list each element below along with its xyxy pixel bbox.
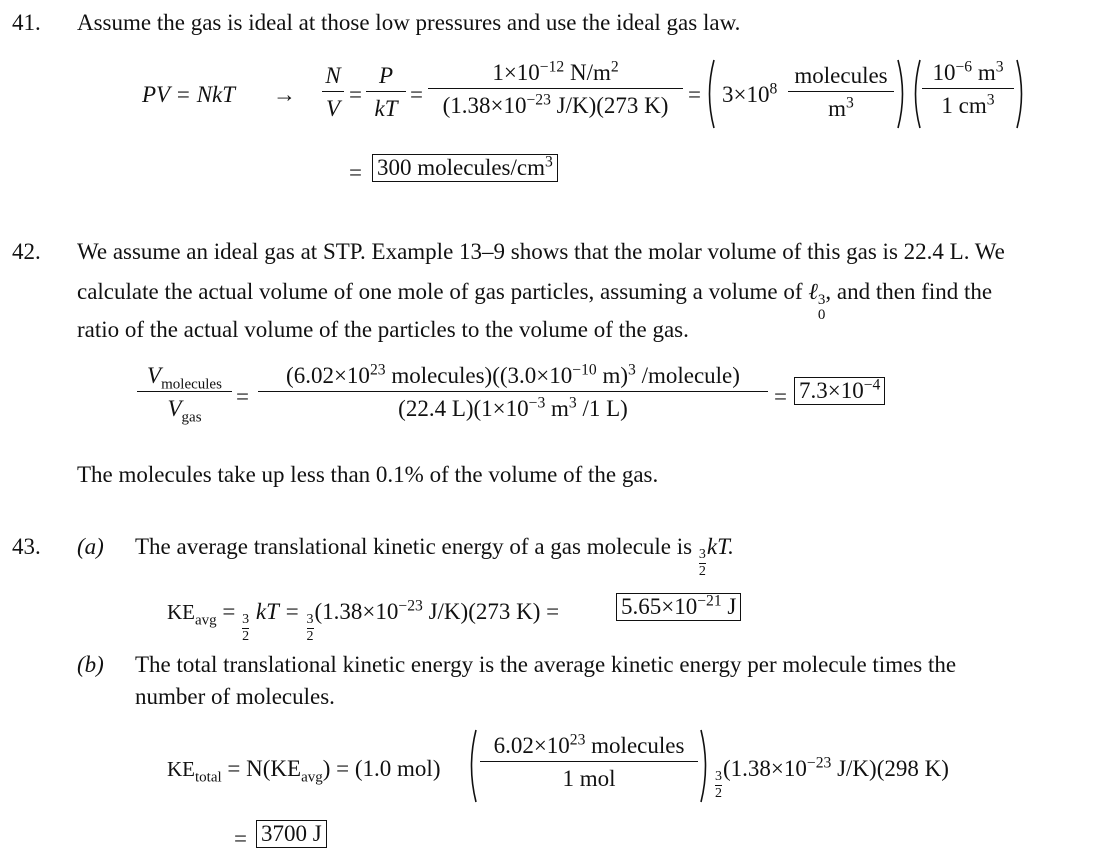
- part-a-text: The average translational kinetic energy of a gas molecule is $\frac{3}{2}$ kT.: [135, 534, 734, 579]
- equals-sign: =: [234, 826, 247, 851]
- problem-42-conclusion: The molecules take up less than 0.1% of the volume of the gas.: [77, 462, 659, 487]
- ke-total-lhs: $KE_{total} = N(KE_{avg}) = (1.0$ mol): [167, 756, 441, 786]
- left-paren-large: [466, 728, 478, 804]
- ke-avg-equation: $KE_{avg}$ = $\frac{3}{2}$ kT = $\frac{3}{2}$ ($1.38\times 10^{-23}$ J/K)(273 K) =: [167, 597, 560, 644]
- part-b-line-1: The total translational kinetic energy is the average kinetic energy per molecule times the: [135, 652, 957, 677]
- fraction-volume-values: ($6.02\times 10^{23}$ $molecules)((3.0\times 10^{-10}$ m)$^3$ /molecule) (22.4 $L)(1\times 10^{-3}$ $m^3$ /1 L): [258, 363, 768, 422]
- result-box-43a: $5.65\times 10^{-21}$ J: [616, 593, 741, 621]
- part-b-line-2: number of molecules.: [135, 684, 335, 709]
- problem-42-number: 42.: [12, 239, 41, 264]
- result-box-42: $7.3\times 10^{-4}$: [794, 377, 885, 405]
- fraction-m3-per-cm3: $10^{-6}$ $m^3$ 1 $cm^3$: [922, 60, 1014, 119]
- equals-sign: =: [688, 82, 701, 107]
- fraction-p-over-kt: P kT: [366, 63, 406, 122]
- ideal-gas-law: PV = NkT: [142, 82, 236, 107]
- part-a-label: (a): [77, 534, 104, 559]
- part-b-label: (b): [77, 652, 104, 677]
- equals-sign: =: [774, 384, 787, 409]
- fraction-n-over-v: N V: [322, 63, 344, 122]
- result-box-43b: 3700 J: [256, 820, 327, 848]
- problem-42-line-2: calculate the actual volume of one mole of gas particles, assuming a volume of ℓ 3 0 , and then find the: [77, 279, 993, 323]
- problem-42-line-1: We assume an ideal gas at STP. Example 13–9 shows that the molar volume of this gas is 22.4 L. We: [77, 239, 1005, 264]
- fraction-pressure-over-kt-values: $1\times 10^{-12}$ $N/m^2$ ($1.38\times 10^{-23}$ J/K)(273 K): [428, 60, 683, 119]
- left-paren-large: [910, 58, 922, 130]
- arrow: →: [273, 82, 296, 107]
- equals-sign: =: [349, 160, 362, 185]
- right-paren-large: [896, 58, 908, 130]
- problem-41-number: 41.: [12, 10, 41, 35]
- problem-41-text: Assume the gas is ideal at those low pressures and use the ideal gas law.: [77, 10, 741, 35]
- right-paren-large: [699, 728, 711, 804]
- fraction-molecules-per-m3: molecules $m^3$: [788, 63, 894, 122]
- fraction-v-ratio: $V_{molecules}$ $V_{gas}$: [137, 363, 232, 422]
- equals-sign: =: [236, 384, 249, 409]
- equals-sign: =: [349, 82, 362, 107]
- left-paren-large: [704, 58, 716, 130]
- problem-43-number: 43.: [12, 534, 41, 559]
- result-box-41: 300 molecules/$cm^3$: [372, 154, 558, 182]
- fraction-avogadro: $6.02\times 10^{23}$ molecules 1 mol: [480, 733, 698, 792]
- equals-sign: =: [410, 82, 423, 107]
- ke-total-rhs: $\frac{3}{2}$ ($1.38\times 10^{-23}$ J/K)(298 K): [715, 754, 949, 801]
- density-coefficient: $3\times 10^8$: [722, 80, 778, 107]
- right-paren-large: [1015, 58, 1027, 130]
- problem-42-line-3: ratio of the actual volume of the particles to the volume of the gas.: [77, 317, 689, 342]
